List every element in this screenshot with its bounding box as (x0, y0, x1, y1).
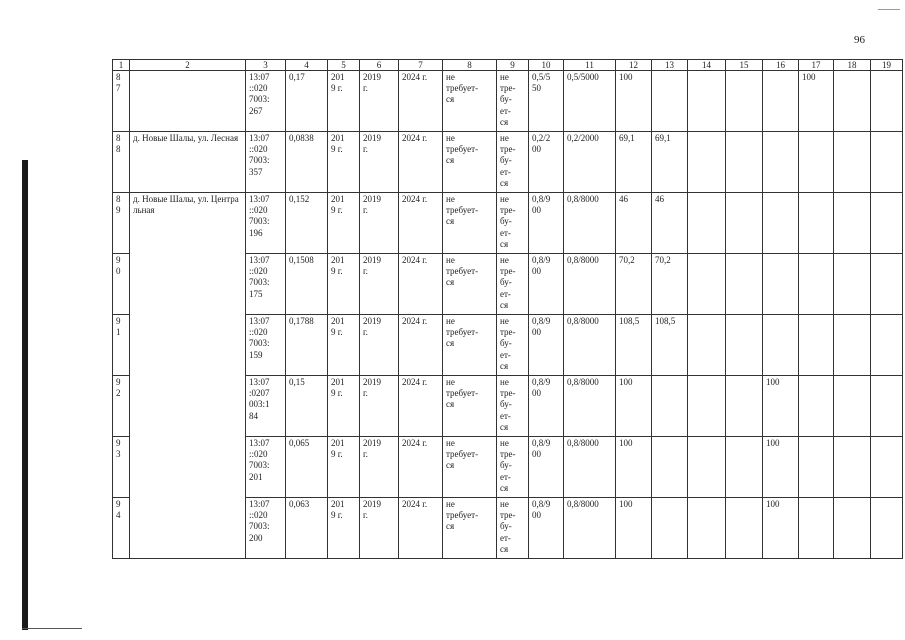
col-12-cell: 108,5 (616, 315, 652, 376)
year-2-cell: 2019 г. (360, 132, 399, 193)
col-14-cell (688, 254, 726, 315)
col-9-cell: не тре- бу- ет- ся (497, 437, 529, 498)
col-19-cell (871, 315, 903, 376)
col-13-cell: 108,5 (652, 315, 688, 376)
year-3-cell: 2024 г. (399, 193, 443, 254)
col-10-cell: 0,8/9 00 (529, 376, 564, 437)
col-13-cell: 70,2 (652, 254, 688, 315)
header-cell: 12 (616, 60, 652, 71)
table-row (113, 132, 903, 193)
page-number: 96 (854, 34, 865, 46)
col-15-cell (726, 254, 763, 315)
col-12-cell: 100 (616, 376, 652, 437)
col-16-cell: 100 (763, 376, 799, 437)
header-cell: 1 (113, 60, 130, 71)
col-13-cell (652, 498, 688, 559)
col-16-cell (763, 254, 799, 315)
col-19-cell (871, 193, 903, 254)
col-18-cell (834, 376, 871, 437)
year-1-cell: 201 9 г. (328, 193, 360, 254)
header-cell: 11 (564, 60, 616, 71)
row-number-cell: 9 3 (113, 437, 130, 498)
col-8-cell: не требует- ся (443, 254, 497, 315)
header-cell: 10 (529, 60, 564, 71)
header-cell: 15 (726, 60, 763, 71)
col-8-cell: не требует- ся (443, 193, 497, 254)
area-cell: 0,065 (286, 437, 328, 498)
col-19-cell (871, 254, 903, 315)
col-12-cell: 70,2 (616, 254, 652, 315)
col-12-cell: 100 (616, 71, 652, 132)
col-17-cell (799, 193, 834, 254)
col-19-cell (871, 71, 903, 132)
col-9-cell: не тре- бу- ет- ся (497, 315, 529, 376)
year-1-cell: 201 9 г. (328, 376, 360, 437)
area-cell: 0,1508 (286, 254, 328, 315)
year-2-cell: 2019 г. (360, 193, 399, 254)
year-1-cell: 201 9 г. (328, 315, 360, 376)
year-1-cell: 201 9 г. (328, 498, 360, 559)
col-15-cell (726, 376, 763, 437)
col-10-cell: 0,8/9 00 (529, 254, 564, 315)
col-11-cell: 0,8/8000 (564, 498, 616, 559)
col-15-cell (726, 132, 763, 193)
col-13-cell (652, 437, 688, 498)
cadastral-number-cell: 13:07 ::020 7003: 196 (246, 193, 286, 254)
year-3-cell: 2024 г. (399, 254, 443, 315)
col-12-cell: 69,1 (616, 132, 652, 193)
area-cell: 0,17 (286, 71, 328, 132)
table-row (113, 71, 903, 132)
year-3-cell: 2024 г. (399, 437, 443, 498)
col-18-cell (834, 498, 871, 559)
col-17-cell: 100 (799, 71, 834, 132)
col-15-cell (726, 437, 763, 498)
year-2-cell: 2019 г. (360, 315, 399, 376)
col-16-cell (763, 193, 799, 254)
year-1-cell: 201 9 г. (328, 132, 360, 193)
row-number-cell: 8 9 (113, 193, 130, 254)
col-9-cell: не тре- бу- ет- ся (497, 498, 529, 559)
area-cell: 0,152 (286, 193, 328, 254)
col-10-cell: 0,5/5 50 (529, 71, 564, 132)
area-cell: 0,15 (286, 376, 328, 437)
col-17-cell (799, 254, 834, 315)
col-8-cell: не требует- ся (443, 315, 497, 376)
year-2-cell: 2019 г. (360, 376, 399, 437)
area-cell: 0,0838 (286, 132, 328, 193)
col-17-cell (799, 437, 834, 498)
cadastral-number-cell: 13:07 ::020 7003: 175 (246, 254, 286, 315)
year-2-cell: 2019 г. (360, 71, 399, 132)
address-cell: д. Новые Шалы, ул. Лесная (130, 132, 246, 193)
area-cell: 0,063 (286, 498, 328, 559)
header-cell: 17 (799, 60, 834, 71)
col-17-cell (799, 376, 834, 437)
year-2-cell: 2019 г. (360, 437, 399, 498)
header-cell: 7 (399, 60, 443, 71)
col-19-cell (871, 437, 903, 498)
col-12-cell: 100 (616, 437, 652, 498)
col-16-cell: 100 (763, 437, 799, 498)
col-14-cell (688, 193, 726, 254)
col-14-cell (688, 132, 726, 193)
cadastral-number-cell: 13:07 ::020 7003: 201 (246, 437, 286, 498)
col-13-cell (652, 71, 688, 132)
header-cell: 19 (871, 60, 903, 71)
row-number-cell: 9 4 (113, 498, 130, 559)
col-17-cell (799, 498, 834, 559)
col-9-cell: не тре- бу- ет- ся (497, 71, 529, 132)
col-16-cell (763, 315, 799, 376)
col-19-cell (871, 498, 903, 559)
year-3-cell: 2024 г. (399, 315, 443, 376)
col-11-cell: 0,2/2000 (564, 132, 616, 193)
header-cell: 2 (130, 60, 246, 71)
col-17-cell (799, 315, 834, 376)
header-cell: 14 (688, 60, 726, 71)
col-10-cell: 0,2/2 00 (529, 132, 564, 193)
header-cell: 5 (328, 60, 360, 71)
header-cell: 18 (834, 60, 871, 71)
cadastral-number-cell: 13:07 ::020 7003: 159 (246, 315, 286, 376)
year-1-cell: 201 9 г. (328, 71, 360, 132)
header-cell: 6 (360, 60, 399, 71)
year-3-cell: 2024 г. (399, 71, 443, 132)
col-18-cell (834, 254, 871, 315)
col-18-cell (834, 193, 871, 254)
cadastral-number-cell: 13:07 ::020 7003: 200 (246, 498, 286, 559)
col-14-cell (688, 315, 726, 376)
col-15-cell (726, 498, 763, 559)
col-15-cell (726, 193, 763, 254)
col-15-cell (726, 315, 763, 376)
col-11-cell: 0,8/8000 (564, 376, 616, 437)
col-10-cell: 0,8/9 00 (529, 437, 564, 498)
header-cell: 4 (286, 60, 328, 71)
cadastral-number-cell: 13:07 ::020 7003: 357 (246, 132, 286, 193)
col-16-cell (763, 71, 799, 132)
col-18-cell (834, 132, 871, 193)
col-11-cell: 0,8/8000 (564, 437, 616, 498)
row-number-cell: 9 2 (113, 376, 130, 437)
col-12-cell: 46 (616, 193, 652, 254)
col-14-cell (688, 71, 726, 132)
row-number-cell: 8 8 (113, 132, 130, 193)
col-12-cell: 100 (616, 498, 652, 559)
col-8-cell: не требует- ся (443, 132, 497, 193)
scan-edge-foot (22, 628, 82, 629)
col-19-cell (871, 132, 903, 193)
year-3-cell: 2024 г. (399, 132, 443, 193)
col-15-cell (726, 71, 763, 132)
table-row (113, 193, 903, 254)
year-2-cell: 2019 г. (360, 254, 399, 315)
header-cell: 13 (652, 60, 688, 71)
row-number-cell: 8 7 (113, 71, 130, 132)
col-17-cell (799, 132, 834, 193)
col-19-cell (871, 376, 903, 437)
col-13-cell (652, 376, 688, 437)
scan-mark-top (878, 9, 900, 10)
col-14-cell (688, 437, 726, 498)
year-1-cell: 201 9 г. (328, 254, 360, 315)
col-8-cell: не требует- ся (443, 71, 497, 132)
col-16-cell: 100 (763, 498, 799, 559)
col-14-cell (688, 376, 726, 437)
col-11-cell: 0,8/8000 (564, 254, 616, 315)
col-16-cell (763, 132, 799, 193)
address-cell (130, 71, 246, 132)
header-cell: 9 (497, 60, 529, 71)
col-18-cell (834, 71, 871, 132)
col-18-cell (834, 315, 871, 376)
area-cell: 0,1788 (286, 315, 328, 376)
header-cell: 16 (763, 60, 799, 71)
col-10-cell: 0,8/9 00 (529, 315, 564, 376)
col-11-cell: 0,5/5000 (564, 71, 616, 132)
col-11-cell: 0,8/8000 (564, 193, 616, 254)
year-2-cell: 2019 г. (360, 498, 399, 559)
col-8-cell: не требует- ся (443, 376, 497, 437)
year-3-cell: 2024 г. (399, 498, 443, 559)
col-8-cell: не требует- ся (443, 437, 497, 498)
col-9-cell: не тре- бу- ет- ся (497, 254, 529, 315)
col-9-cell: не тре- бу- ет- ся (497, 132, 529, 193)
col-11-cell: 0,8/8000 (564, 315, 616, 376)
scan-edge-bar (22, 160, 28, 630)
year-3-cell: 2024 г. (399, 376, 443, 437)
col-18-cell (834, 437, 871, 498)
header-row (113, 60, 903, 71)
year-1-cell: 201 9 г. (328, 437, 360, 498)
header-cell: 3 (246, 60, 286, 71)
land-plots-table (112, 59, 903, 559)
address-cell: д. Новые Шалы, ул. Центральная (130, 193, 246, 559)
row-number-cell: 9 0 (113, 254, 130, 315)
header-cell: 8 (443, 60, 497, 71)
col-9-cell: не тре- бу- ет- ся (497, 376, 529, 437)
col-13-cell: 69,1 (652, 132, 688, 193)
row-number-cell: 9 1 (113, 315, 130, 376)
cadastral-number-cell: 13:07 ::020 7003: 267 (246, 71, 286, 132)
cadastral-number-cell: 13:07 :0207 003:1 84 (246, 376, 286, 437)
col-10-cell: 0,8/9 00 (529, 498, 564, 559)
col-14-cell (688, 498, 726, 559)
col-13-cell: 46 (652, 193, 688, 254)
col-9-cell: не тре- бу- ет- ся (497, 193, 529, 254)
col-10-cell: 0,8/9 00 (529, 193, 564, 254)
col-8-cell: не требует- ся (443, 498, 497, 559)
